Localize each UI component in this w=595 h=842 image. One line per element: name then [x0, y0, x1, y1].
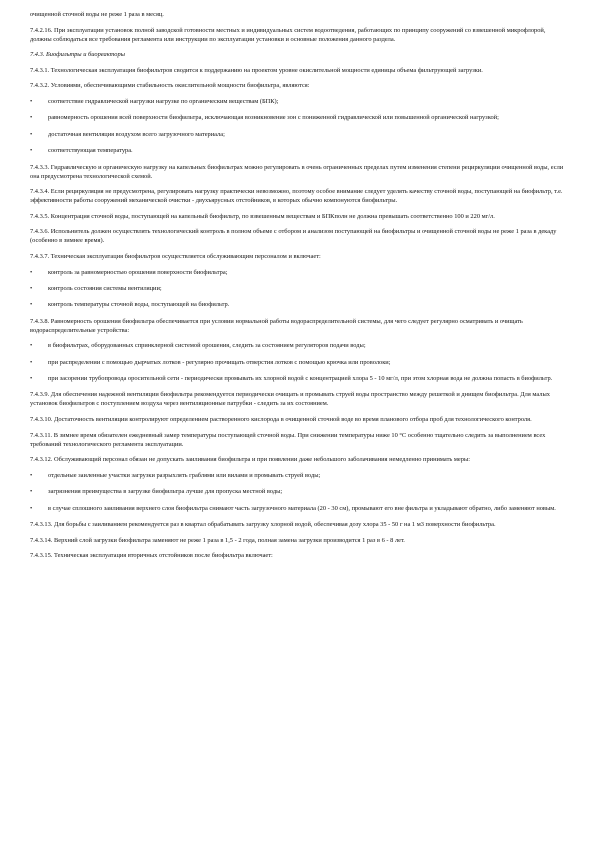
bullet-icon: •: [30, 471, 33, 479]
paragraph-7-4-3-14: 7.4.3.14. Верхний слой загрузки биофильтра заменяют не реже 1 раза в 1,5 - 2 года, полная замена загрузки производится 1 раз в 6 - 8 лет.: [30, 536, 405, 544]
list-conditions: [30, 97, 565, 155]
list-item: [30, 284, 565, 293]
paragraph-7-4-3-7: 7.4.3.7. Техническая эксплуатация биофильтров осуществляется обслуживающим персоналом и включает:: [30, 252, 321, 260]
list-item: [30, 113, 565, 122]
list-item: [30, 374, 565, 383]
list-item-text: контроль за равномерностью орошения поверхности биофильтра;: [48, 268, 228, 276]
list-maintenance: [30, 268, 565, 310]
paragraph-7-4-3-3: 7.4.3.3. Гидравлическую и органическую нагрузку на капельных биофильтрах можно регулировать в очень ограниченных пределах путем изменения степени рециркуляции очищенной воды, если она предусмотрена технологической схемой.: [30, 163, 564, 180]
bullet-icon: •: [30, 114, 33, 122]
bullet-icon: •: [30, 301, 33, 309]
document-page: [30, 10, 565, 567]
list-item-text: при засорении трубопровода оросительной сети - периодически промывать их хлорной водой с концентрацией хлора 5 - 10 мг/л, при этом хлорная вода не должна попасть в биофильтр.: [48, 375, 553, 383]
bullet-icon: •: [30, 488, 33, 496]
list-item-text: соответствие гидравлической нагрузки нагрузке по органическим веществам (БПК);: [48, 97, 279, 105]
paragraph-7-4-3-10: 7.4.3.10. Достаточность вентиляции контролируют определением растворенного кислорода в очищенной сточной воде во время планового отбора проб для технологического контроля.: [30, 416, 532, 424]
list-item-text: соответствующая температура.: [48, 147, 133, 155]
list-item: [30, 146, 565, 155]
list-item: [30, 487, 565, 496]
paragraph-7-4-3-1: 7.4.3.1. Технологическая эксплуатация биофильтров сводится к поддержанию на проектом уровне окислительной мощности единицы объема фильтрующей загрузки.: [30, 66, 483, 74]
list-item-text: загрязнения преимущества в загрузке биофильтра лучше для пропуска местной воды;: [48, 488, 283, 496]
list-item: [30, 341, 565, 350]
lead-paragraph: очищенной сточной воды не реже 1 раза в месяц.: [30, 11, 164, 18]
bullet-icon: •: [30, 147, 33, 155]
paragraph-7-4-3-15: 7.4.3.15. Техническая эксплуатация вторичных отстойников после биофильтра включает:: [30, 552, 273, 560]
list-silting-measures: [30, 471, 565, 513]
section-heading: 7.4.3. Биофильтры и биореакторы: [30, 51, 125, 59]
list-item-text: при распределении с помощью дырчатых лотков - регулярно прочищать отверстия лотков с помощью крючка или проволоки;: [48, 358, 391, 366]
bullet-icon: •: [30, 358, 33, 366]
paragraph-7-4-3-5: 7.4.3.5. Концентрация сточной воды, поступающей на капельный биофильтр, по взвешенным веществам и БПКполн не должна превышать соответственно 100 и 220 мг/л.: [30, 212, 495, 220]
list-item: [30, 504, 565, 513]
paragraph-7-4-3-8: 7.4.3.8. Равномерность орошения биофильтра обеспечивается при условии нормальной работы водораспределительной системы, для чего следует регулярно осматривать и очищать водораспределительные устройства:: [30, 317, 523, 334]
list-item-text: в случае сплошного заиливания верхнего слоя биофильтра снимают часть загрузочного материала (20 - 30 см), промывают его вне фильтра и укладывают обратно, либо заменяют новым.: [48, 504, 556, 512]
list-item-text: контроль состояния системы вентиляции;: [48, 284, 162, 292]
paragraph-7-4-3-13: 7.4.3.13. Для борьбы с заиливанием рекомендуется раз в квартал обрабатывать загрузку хлорной водой, обеспечивая дозу хлора 35 - 50 г на 1 м3 поверхности биофильтра.: [30, 520, 496, 528]
bullet-icon: •: [30, 284, 33, 292]
list-item: [30, 471, 565, 480]
list-distribution: [30, 341, 565, 383]
list-item-text: контроль температуры сточной воды, поступающей на биофильтр.: [48, 301, 230, 309]
bullet-icon: •: [30, 342, 33, 350]
list-item: [30, 130, 565, 139]
list-item-text: достаточная вентиляция воздухом всего загрузочного материала;: [48, 130, 225, 138]
paragraph-7-4-3-9: 7.4.3.9. Для обеспечения надежной вентиляции биофильтра рекомендуется периодически очищать и промывать струей воды пространство между решеткой и днищем биофильтра. Для малых установок биофильтров с поступлением воздуха через вентиляционные патрубки - следить за их состоянием.: [30, 391, 550, 408]
bullet-icon: •: [30, 130, 33, 138]
bullet-icon: •: [30, 504, 33, 512]
list-item: [30, 97, 565, 106]
list-item: [30, 300, 565, 309]
paragraph-7-4-3-6: 7.4.3.6. Испольнитель должен осуществлять технологический контроль в полном объеме с отбором и анализом поступающей на биофильтры и очищенной сточной воды не реже 1 раза в декаду (особенно в зимнее время).: [30, 228, 557, 245]
paragraph-7-4-2-16: 7.4.2.16. При эксплуатации установок полной заводской готовности местных и индивидуальных систем водоотведения, работающих по принципу сооружений со взвешенной микрофлорой, должны соблюдаться все требования регламента или инструкции по эксплуатации установки и основные положения данного раздела.: [30, 26, 546, 43]
list-item: [30, 268, 565, 277]
paragraph-7-4-3-11: 7.4.3.11. В зимнее время обязателен ежедневный замер температуры поступающей сточной воды. При снижении температуры ниже 10 °С особенно тщательно следить за выполнением всех требований технологического регламента эксплуатации.: [30, 431, 546, 448]
list-item-text: в биофильтрах, оборудованных спринклерной системой орошения, следить за состоянием регуляторов подачи воды;: [48, 342, 366, 350]
list-item-text: отдельные заиленные участки загрузки разрыхлять граблями или вилами и промывать струей воды;: [48, 471, 321, 479]
bullet-icon: •: [30, 375, 33, 383]
bullet-icon: •: [30, 268, 33, 276]
bullet-icon: •: [30, 97, 33, 105]
paragraph-7-4-3-4: 7.4.3.4. Если рециркуляция не предусмотрена, регулировать нагрузку практически невозможно, поэтому особое внимание следует уделять качеству сточной воды, поступающей на биофильтр, т.е. эффективности работы сооружений механической очистки - двухъярусных отстойников, в которых обычно компонуются биофильтры.: [30, 188, 563, 205]
paragraph-7-4-3-12: 7.4.3.12. Обслуживающий персонал обязан не допускать заиливания биофильтра и при появлении даже небольшого заболачивания немедленно принимать меры:: [30, 456, 471, 464]
paragraph-7-4-3-2: 7.4.3.2. Условиями, обеспечивающими стабильность окислительной мощности биофильтра, являются:: [30, 82, 310, 90]
list-item: [30, 358, 565, 367]
list-item-text: равномерность орошения всей поверхности биофильтра, исключающая возникновение зон с пониженной гидравлической или повышенной органической нагрузкой;: [48, 114, 499, 122]
